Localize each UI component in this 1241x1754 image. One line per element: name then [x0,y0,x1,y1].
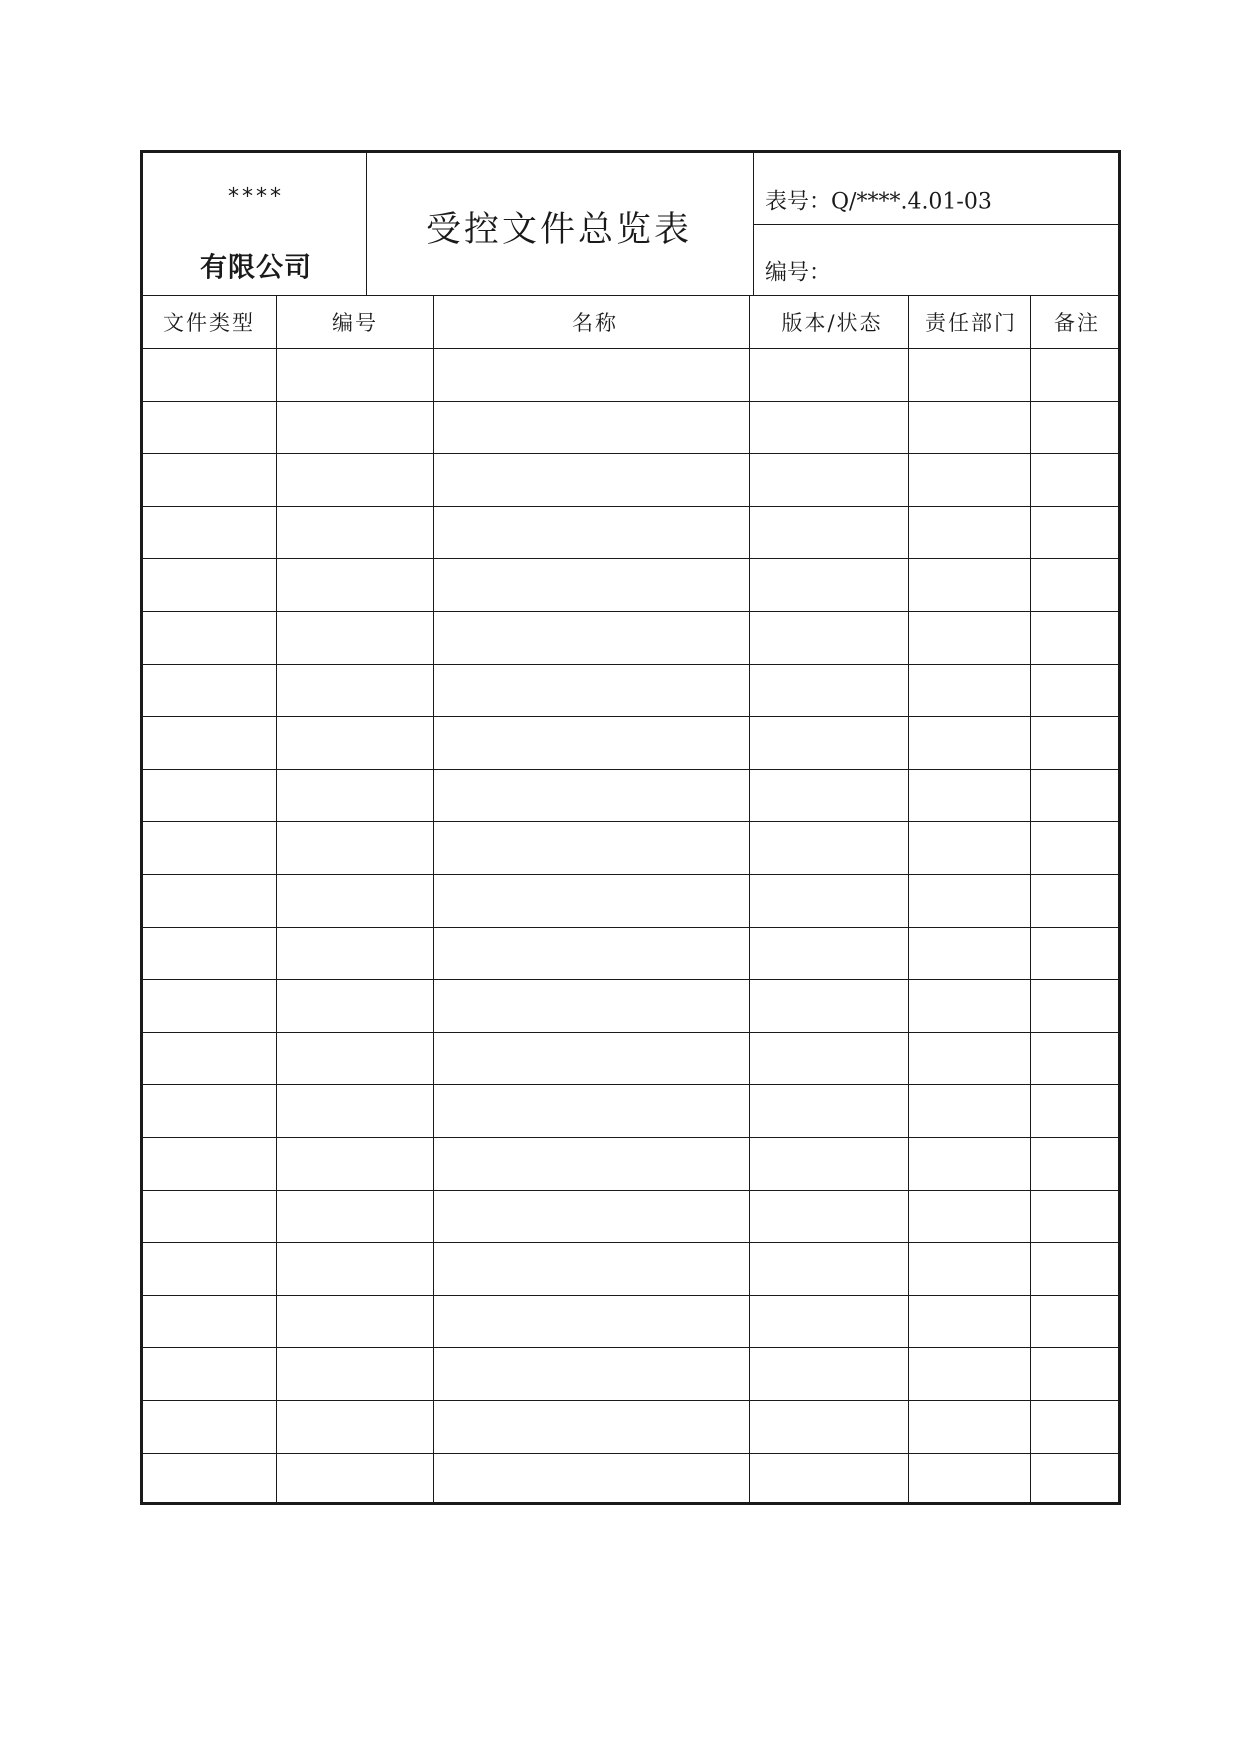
table-row-divider [143,979,1121,980]
table-column-divider [276,295,277,1505]
table-row-divider [143,611,1121,612]
column-header-remarks: 备注 [1054,311,1100,335]
form-title: 受控文件总览表 [425,210,693,250]
company-name: 有限公司 [200,252,312,284]
table-row-divider [143,1242,1121,1243]
table-row-divider [143,664,1121,665]
column-header-number: 编号 [332,311,378,335]
column-header-version: 版本/状态 [781,311,883,335]
table-row-divider [143,1295,1121,1296]
table-row-divider [143,769,1121,770]
table-row-divider [143,1190,1121,1191]
table-row-divider [143,1400,1121,1401]
header-bottom-border [143,295,1121,296]
column-header-type: 文件类型 [163,311,255,335]
controlled-documents-form [140,150,1121,1505]
column-header-department: 责任部门 [925,311,1017,335]
table-row-divider [143,401,1121,402]
header-divider-company [366,153,367,295]
table-row-divider [143,453,1121,454]
table-row-divider [143,558,1121,559]
table-row-divider [143,874,1121,875]
table-column-divider [908,295,909,1505]
table-column-divider [433,295,434,1505]
table-row-divider [143,716,1121,717]
serial-number-label: 编号： [765,260,832,286]
table-row-divider [143,1347,1121,1348]
table-row-divider [143,927,1121,928]
table-row-divider [143,1032,1121,1033]
header-divider-meta [753,224,1121,225]
column-header-name: 名称 [572,311,618,335]
table-row-divider [143,1137,1121,1138]
column-header-divider [143,348,1121,349]
table-row-divider [143,506,1121,507]
table-column-divider [1030,295,1031,1505]
table-column-divider [749,295,750,1505]
table-row-divider [143,1084,1121,1085]
table-row-divider [143,1453,1121,1454]
company-name-placeholder: **** [228,184,284,210]
form-number: 表号：Q/****.4.01-03 [765,189,992,215]
table-row-divider [143,821,1121,822]
